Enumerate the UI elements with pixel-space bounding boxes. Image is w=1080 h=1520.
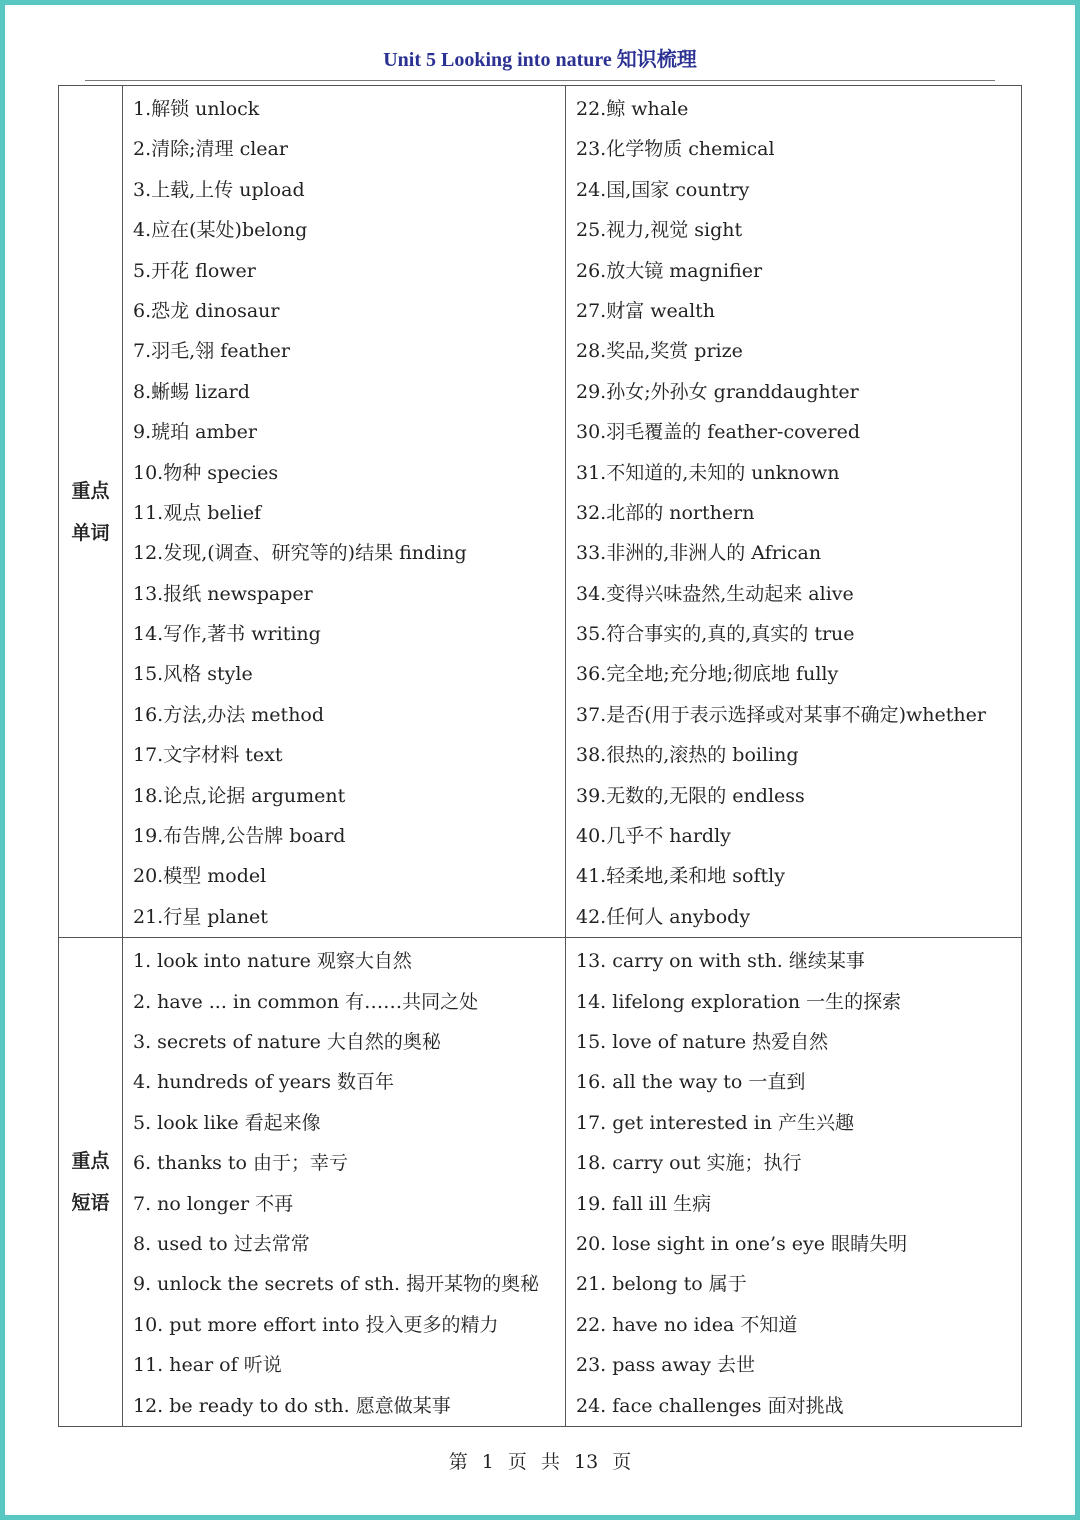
- vocab-item: 41.轻柔地,柔和地 softly: [576, 865, 785, 888]
- vocab-item: 21.行星 planet: [133, 905, 268, 928]
- category-label-line2: 短语: [71, 1192, 110, 1215]
- vocab-item: 19.布告牌,公告牌 board: [133, 825, 346, 848]
- vocab-item: 35.符合事实的,真的,真实的 true: [576, 623, 855, 646]
- vocab-item: 7.羽毛,翎 feather: [133, 340, 291, 363]
- phrase-item: 20. lose sight in one’s eye 眼睛失明: [576, 1232, 908, 1255]
- vocab-item: 30.羽毛覆盖的 feather-covered: [576, 421, 861, 444]
- vocab-item: 14.写作,著书 writing: [133, 623, 321, 646]
- vocab-item: 9.琥珀 amber: [133, 421, 258, 444]
- key-words-label: [59, 86, 123, 938]
- vocab-item: 28.奖品,奖赏 prize: [576, 340, 743, 363]
- phrase-item: 2. have ... in common 有……共同之处: [133, 990, 479, 1013]
- vocab-item: 24.国,国家 country: [576, 178, 750, 201]
- phrase-item: 5. look like 看起来像: [133, 1111, 321, 1134]
- category-label-line1: 重点: [71, 1150, 110, 1173]
- vocabulary-table: [58, 85, 1022, 1427]
- vocab-item: 16.方法,办法 method: [133, 703, 325, 726]
- phrase-item: 7. no longer 不再: [133, 1192, 294, 1215]
- phrase-item: 1. look into nature 观察大自然: [133, 950, 412, 973]
- vocab-item: 13.报纸 newspaper: [133, 582, 313, 605]
- phrase-item: 8. used to 过去常常: [133, 1232, 310, 1255]
- vocab-item: 25.视力,视觉 sight: [576, 219, 743, 242]
- category-label-line2: 单词: [71, 521, 110, 544]
- phrase-item: 4. hundreds of years 数百年: [133, 1071, 395, 1094]
- key-phrases-label: [59, 938, 123, 1427]
- key-words-left-column: [123, 86, 566, 938]
- vocab-item: 42.任何人 anybody: [576, 905, 751, 928]
- vocab-item: 11.观点 belief: [133, 501, 262, 524]
- vocab-item: 5.开花 flower: [133, 259, 256, 282]
- vocab-item: 37.是否(用于表示选择或对某事不确定)whether: [576, 703, 986, 726]
- phrase-item: 6. thanks to 由于；幸亏: [133, 1152, 349, 1175]
- phrase-item: 18. carry out 实施；执行: [576, 1152, 802, 1175]
- vocab-item: 4.应在(某处)belong: [133, 219, 308, 242]
- vocab-item: 10.物种 species: [133, 461, 279, 484]
- vocab-item: 20.模型 model: [133, 865, 267, 888]
- vocab-item: 22.鲸 whale: [576, 98, 689, 120]
- key-phrases-right-column: [566, 938, 1022, 1427]
- vocab-item: 23.化学物质 chemical: [576, 138, 775, 161]
- phrase-item: 23. pass away 去世: [576, 1354, 755, 1377]
- vocab-item: 34.变得兴味盎然,生动起来 alive: [576, 582, 854, 605]
- phrase-item: 19. fall ill 生病: [576, 1192, 712, 1215]
- vocab-item: 32.北部的 northern: [576, 501, 755, 524]
- key-phrases-left-column: [123, 938, 566, 1427]
- key-words-right-column: [566, 86, 1022, 938]
- phrase-item: 22. have no idea 不知道: [576, 1313, 798, 1336]
- vocab-item: 27.财富 wealth: [576, 299, 716, 322]
- vocab-item: 26.放大镜 magnifier: [576, 259, 763, 282]
- phrase-item: 13. carry on with sth. 继续某事: [576, 950, 865, 973]
- vocab-item: 33.非洲的,非洲人的 African: [576, 542, 822, 565]
- phrase-item: 17. get interested in 产生兴趣: [576, 1111, 855, 1134]
- phrase-item: 3. secrets of nature 大自然的奥秘: [133, 1030, 441, 1053]
- vocab-item: 38.很热的,滚热的 boiling: [576, 744, 799, 767]
- vocab-item: 3.上载,上传 upload: [133, 178, 305, 201]
- vocab-item: 18.论点,论据 argument: [133, 784, 346, 807]
- key-phrases-section: [59, 938, 1022, 1427]
- phrase-item: 12. be ready to do sth. 愿意做某事: [133, 1394, 451, 1417]
- title-divider: [85, 80, 995, 81]
- vocab-item: 39.无数的,无限的 endless: [576, 784, 805, 807]
- vocab-item: 31.不知道的,未知的 unknown: [576, 461, 840, 484]
- phrase-item: 9. unlock the secrets of sth. 揭开某物的奥秘: [133, 1273, 540, 1296]
- phrase-item: 14. lifelong exploration 一生的探索: [576, 990, 902, 1013]
- vocab-item: 2.清除;清理 clear: [133, 138, 288, 161]
- vocab-item: 1.解锁 unlock: [133, 98, 260, 120]
- key-words-section: [59, 86, 1022, 938]
- vocab-item: 40.几乎不 hardly: [576, 825, 731, 848]
- vocab-item: 17.文字材料 text: [133, 744, 283, 767]
- vocab-item: 15.风格 style: [133, 663, 253, 686]
- vocab-item: 36.完全地;充分地;彻底地 fully: [576, 663, 839, 686]
- vocab-item: 6.恐龙 dinosaur: [133, 299, 280, 322]
- phrase-item: 10. put more effort into 投入更多的精力: [133, 1313, 499, 1336]
- phrase-item: 16. all the way to 一直到: [576, 1071, 806, 1094]
- phrase-item: 21. belong to 属于: [576, 1273, 747, 1296]
- document-page: [5, 5, 1075, 1515]
- vocab-item: 29.孙女;外孙女 granddaughter: [576, 380, 859, 403]
- page-number: 第 1 页 共 13 页: [448, 1451, 632, 1473]
- phrase-item: 11. hear of 听说: [133, 1354, 282, 1377]
- category-label-line1: 重点: [71, 479, 110, 502]
- phrase-item: 15. love of nature 热爱自然: [576, 1030, 829, 1053]
- vocab-item: 12.发现,(调查、研究等的)结果 finding: [133, 542, 467, 565]
- phrase-item: 24. face challenges 面对挑战: [576, 1394, 844, 1417]
- document-title: Unit 5 Looking into nature 知识梳理: [383, 49, 697, 71]
- vocab-item: 8.蜥蜴 lizard: [133, 380, 250, 403]
